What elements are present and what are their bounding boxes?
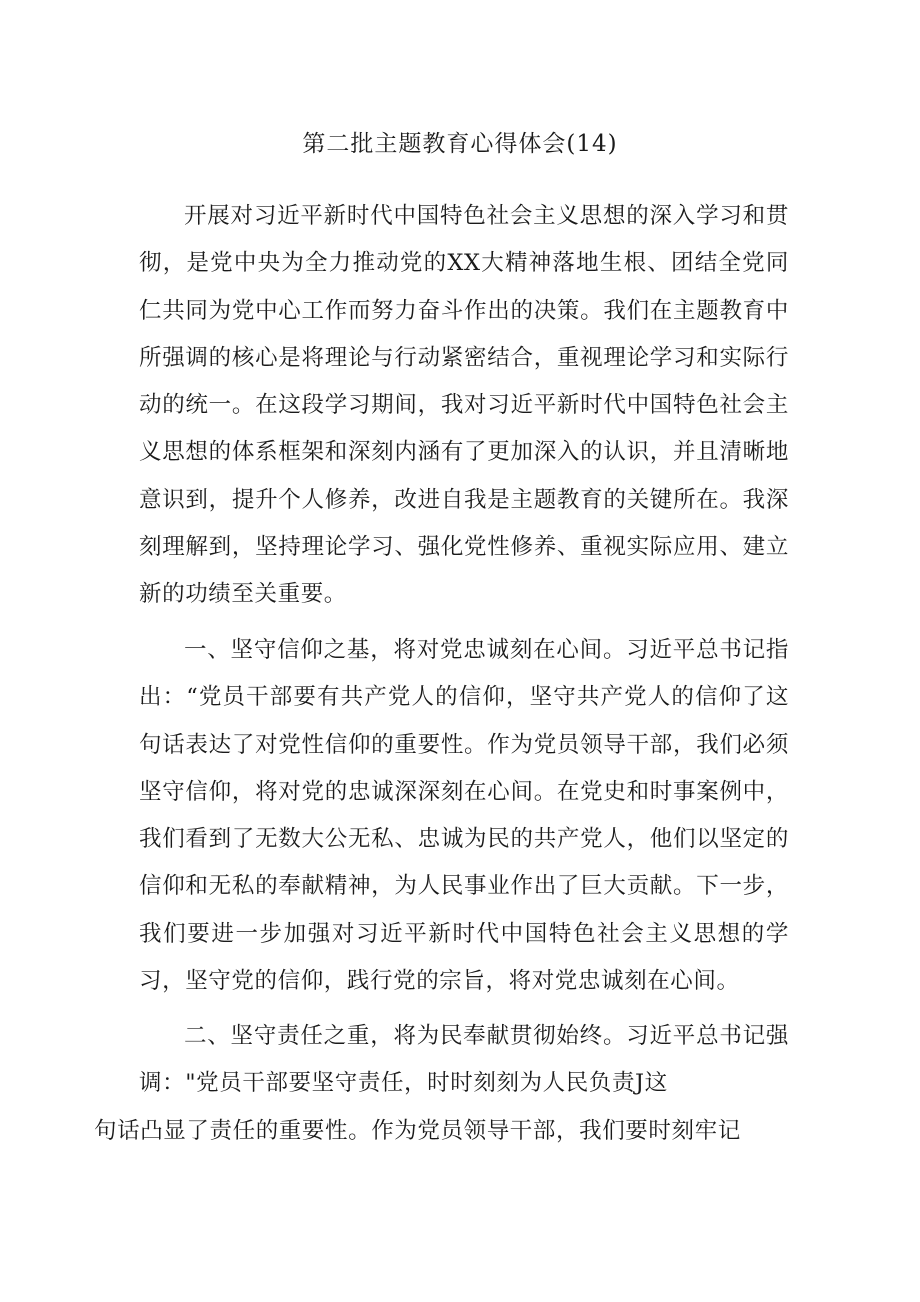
paragraph-section-two [94, 1013, 789, 1155]
paragraph-section-two-line-2: 句话凸显了责任的重要性。作为党员领导干部，我们要时刻牢记 [94, 1117, 741, 1144]
paragraph-intro: 开展对习近平新时代中国特色社会主义思想的深入学习和贯彻，是党中央为全力推动党的XX大精神落地生根、团结全党同仁共同为党中心工作而努力奋斗作出的决策。我们在主题教育中所强调的核心是将理论与行动紧密结合，重视理论学习和实际行动的统一。在这段学习期间，我对习近平新时代中国特色社会主义思想的体系框架和深刻内涵有了更加深入的认识，并且清晰地意识到，提升个人修养，改进自我是主题教育的关键所在。我深刻理解到，坚持理论学习、强化党性修养、重视实际应用、建立新的功绩至关重要。 [139, 203, 789, 608]
paragraph-section-one: 一、坚守信仰之基，将对党忠诚刻在心间。习近平总书记指出：“党员干部要有共产党人的信仰，坚守共产党人的信仰了这句话表达了对党性信仰的重要性。作为党员领导干部，我们必须坚守信仰，将对党的忠诚深深刻在心间。在党史和时事案例中，我们看到了无数大公无私、忠诚为民的共产党人，他们以坚定的信仰和无私的奉献精神，为人民事业作出了巨大贡献。下一步，我们要进一步加强对习近平新时代中国特色社会主义思想的学习，坚守党的信仰，践行党的宗旨，将对党忠诚刻在心间。 [139, 637, 789, 995]
document-title: 第二批主题教育心得体会(14) [302, 131, 618, 157]
paragraph-section-two-line-1: 二、坚守责任之重，将为民奉献贯彻始终。习近平总书记强调："党员干部要坚守责任，时时刻刻为人民负责J这 [139, 1023, 789, 1097]
